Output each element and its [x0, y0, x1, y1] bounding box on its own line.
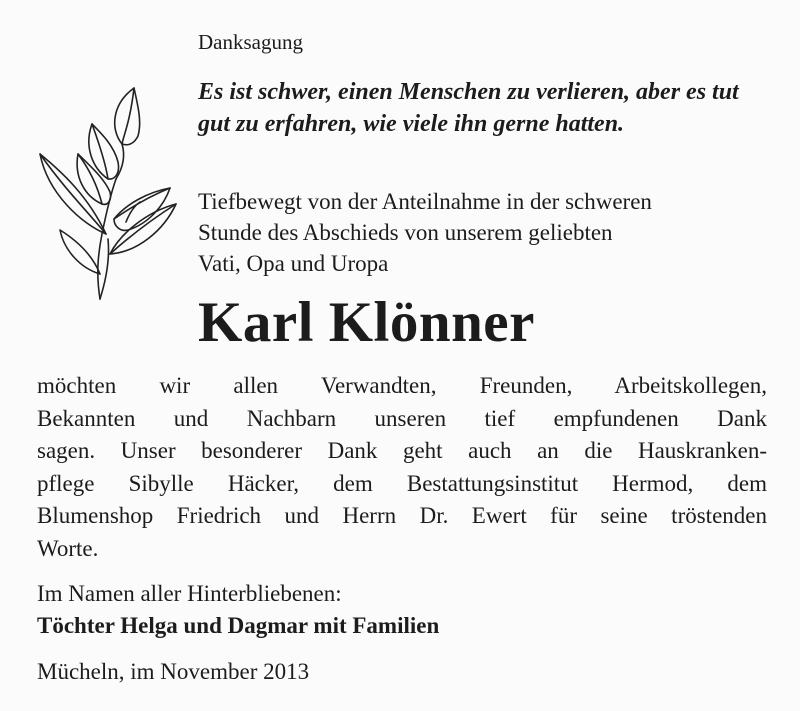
family-signature: Töchter Helga und Dagmar mit Familien	[37, 613, 440, 638]
intro-text	[198, 186, 773, 279]
place-date: Mücheln, im November 2013	[37, 659, 310, 684]
notice-heading: Danksagung	[198, 30, 303, 54]
intro-line: Tiefbewegt von der Anteilnahme in der schweren	[198, 189, 652, 214]
intro-line: Vati, Opa und Uropa	[198, 251, 389, 276]
body-line: Bekannten und Nachbarn unseren tief empfundenen Dank	[37, 405, 767, 431]
gratitude-text	[37, 370, 767, 565]
intro-line: Stunde des Abschieds von unserem geliebten	[198, 220, 613, 245]
signoff-text: Im Namen aller Hinterbliebenen:	[37, 581, 342, 606]
calla-lily-icon	[30, 84, 180, 304]
body-line: Blumenshop Friedrich und Herrn Dr. Ewert für seine tröstenden	[37, 503, 767, 528]
deceased-name: Karl Klönner	[198, 291, 535, 354]
quote-text: Es ist schwer, einen Menschen zu verlieren, aber es tut gut zu erfahren, wie viele ihn gerne hatten.	[198, 79, 739, 137]
body-line: pflege Sibylle Häcker, dem Bestattungsinstitut Hermod, dem	[37, 470, 767, 496]
body-line: Worte.	[37, 535, 99, 561]
body-line: möchten wir allen Verwandten, Freunden, Arbeitskollegen,	[37, 373, 767, 398]
body-line: sagen. Unser besonderer Dank geht auch an die Hauskranken-	[37, 438, 767, 463]
